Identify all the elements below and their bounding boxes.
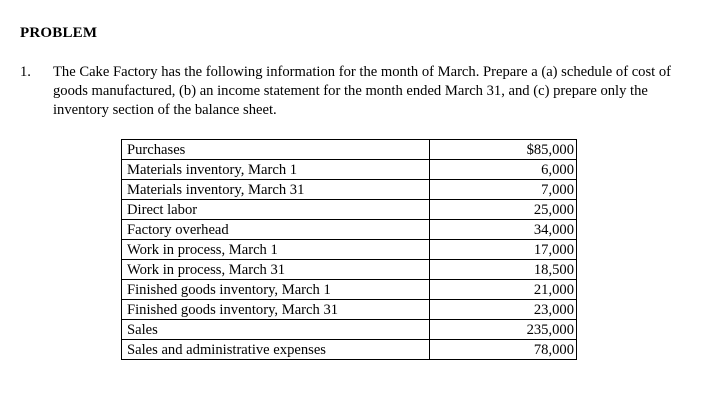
row-label: Purchases bbox=[122, 140, 430, 160]
problem-number: 1. bbox=[20, 64, 31, 80]
row-value: 23,000 bbox=[430, 300, 577, 320]
table-row bbox=[122, 180, 577, 200]
row-label: Direct labor bbox=[122, 200, 430, 220]
table-row bbox=[122, 300, 577, 320]
table-row bbox=[122, 160, 577, 180]
row-value: 235,000 bbox=[430, 320, 577, 340]
table-row bbox=[122, 220, 577, 240]
row-label: Sales and administrative expenses bbox=[122, 340, 430, 360]
row-label: Finished goods inventory, March 1 bbox=[122, 280, 430, 300]
problem-text: The Cake Factory has the following information for the month of March. Prepare a (a) schedule of cost of goods manufactured, (b) an income statement for the month ended March 31, and (c) prepare only the inventory section of the balance sheet. bbox=[53, 64, 672, 118]
table-row bbox=[122, 280, 577, 300]
row-value: 34,000 bbox=[430, 220, 577, 240]
row-label: Materials inventory, March 31 bbox=[122, 180, 430, 200]
row-label: Work in process, March 31 bbox=[122, 260, 430, 280]
row-value: 78,000 bbox=[430, 340, 577, 360]
row-value: 17,000 bbox=[430, 240, 577, 260]
table-row bbox=[122, 260, 577, 280]
row-value: 7,000 bbox=[430, 180, 577, 200]
row-label: Finished goods inventory, March 31 bbox=[122, 300, 430, 320]
table-row bbox=[122, 320, 577, 340]
table-row bbox=[122, 140, 577, 160]
row-value: 18,500 bbox=[430, 260, 577, 280]
table-row bbox=[122, 200, 577, 220]
table-row bbox=[122, 240, 577, 260]
row-value: 21,000 bbox=[430, 280, 577, 300]
row-label: Materials inventory, March 1 bbox=[122, 160, 430, 180]
row-value: 25,000 bbox=[430, 200, 577, 220]
row-value: 6,000 bbox=[430, 160, 577, 180]
row-label: Factory overhead bbox=[122, 220, 430, 240]
row-label: Work in process, March 1 bbox=[122, 240, 430, 260]
table-row bbox=[122, 340, 577, 360]
page-title: PROBLEM bbox=[20, 25, 98, 41]
row-value: $85,000 bbox=[430, 140, 577, 160]
row-label: Sales bbox=[122, 320, 430, 340]
data-table bbox=[121, 139, 577, 360]
